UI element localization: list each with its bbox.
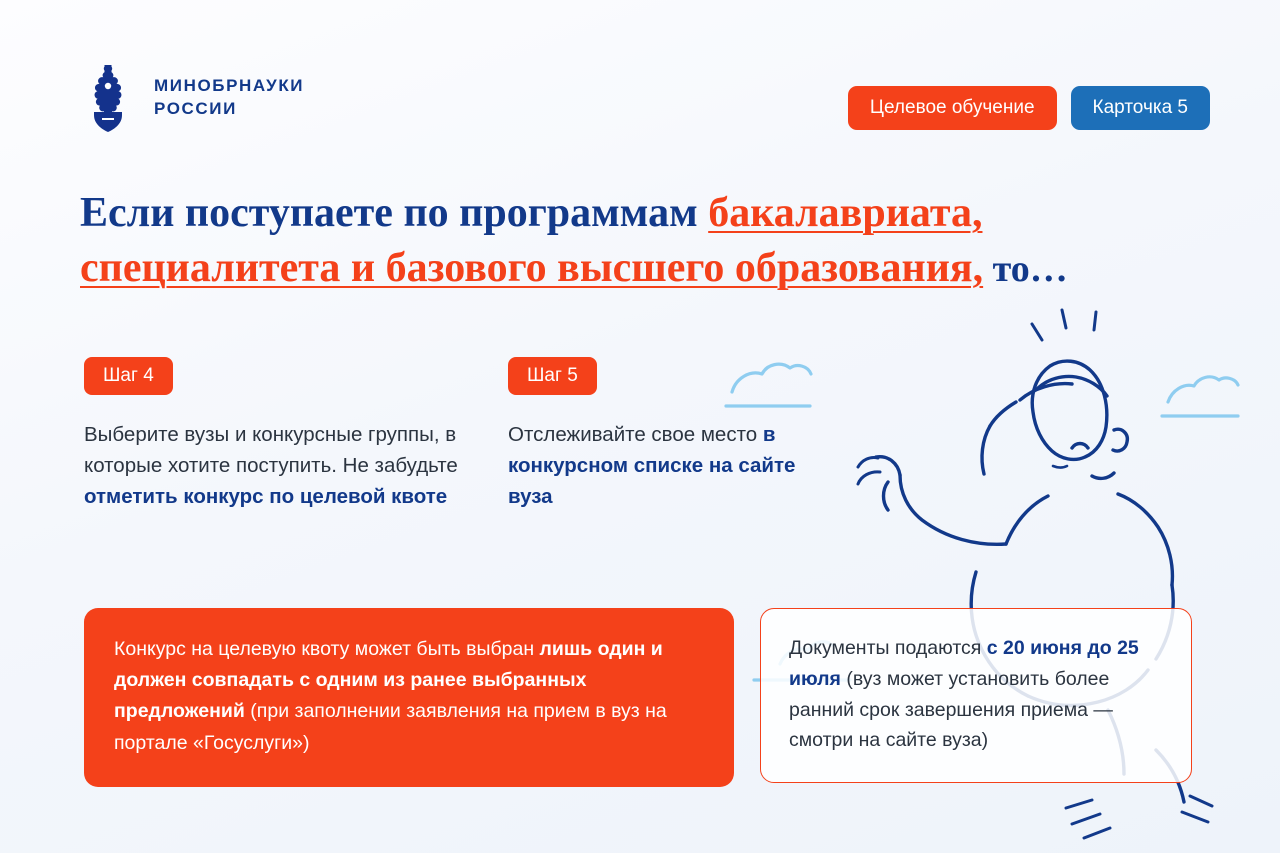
step-text-4 [84, 419, 484, 512]
step-block-5 [508, 357, 798, 512]
step-text-4-bold: отметить конкурс по целевой квоте [84, 485, 448, 509]
badge-group [848, 86, 1210, 130]
brand-header [80, 62, 304, 134]
callout-orange-part2: (при заполнении заявления на прием в вуз на портале «Госуслуги») [114, 700, 667, 754]
page-title [80, 186, 1210, 295]
callout-orange-bold: лишь один и должен совпадать с одним из ранее выбранных предложений [114, 638, 663, 723]
step-text-4-part1: Выберите вузы и конкурсные группы, в которые хотите поступить. Не забудьте [84, 423, 458, 478]
page-title-accent: бакалавриата, специалитета и базового высшего образования, [80, 190, 984, 291]
callout-orange-part1: Конкурс на целевую квоту может быть выбран [114, 638, 540, 660]
callout-outline-bold: с 20 июня до 25 июля [789, 637, 1139, 690]
step-chip-5: Шаг 5 [508, 357, 597, 395]
russian-coat-of-arms-icon [80, 62, 136, 134]
ministry-title-line2: РОССИИ [154, 99, 237, 118]
callout-document-dates [760, 608, 1192, 783]
step-text-5-part1: Отслеживайте свое место [508, 423, 763, 446]
callout-outline-part2: (вуз может установить более ранний срок завершения приема — смотри на сайте вуза) [789, 667, 1113, 752]
page-title-tail: то… [983, 247, 1068, 290]
step-text-5 [508, 419, 798, 512]
callout-target-quota [84, 608, 734, 787]
step-text-5-bold: в конкурсном списке на сайте вуза [508, 423, 796, 509]
status-badge-card-number: Карточка 5 [1071, 86, 1210, 130]
callout-outline-part1: Документы подаются [789, 637, 987, 659]
step-block-4 [84, 357, 484, 512]
ministry-title-line1: МИНОБРНАУКИ [154, 76, 305, 96]
ministry-title [154, 75, 304, 121]
step-chip-4: Шаг 4 [84, 357, 173, 395]
status-badge-topic: Целевое обучение [848, 86, 1057, 130]
page-title-part1: Если поступаете по программам [80, 190, 709, 236]
